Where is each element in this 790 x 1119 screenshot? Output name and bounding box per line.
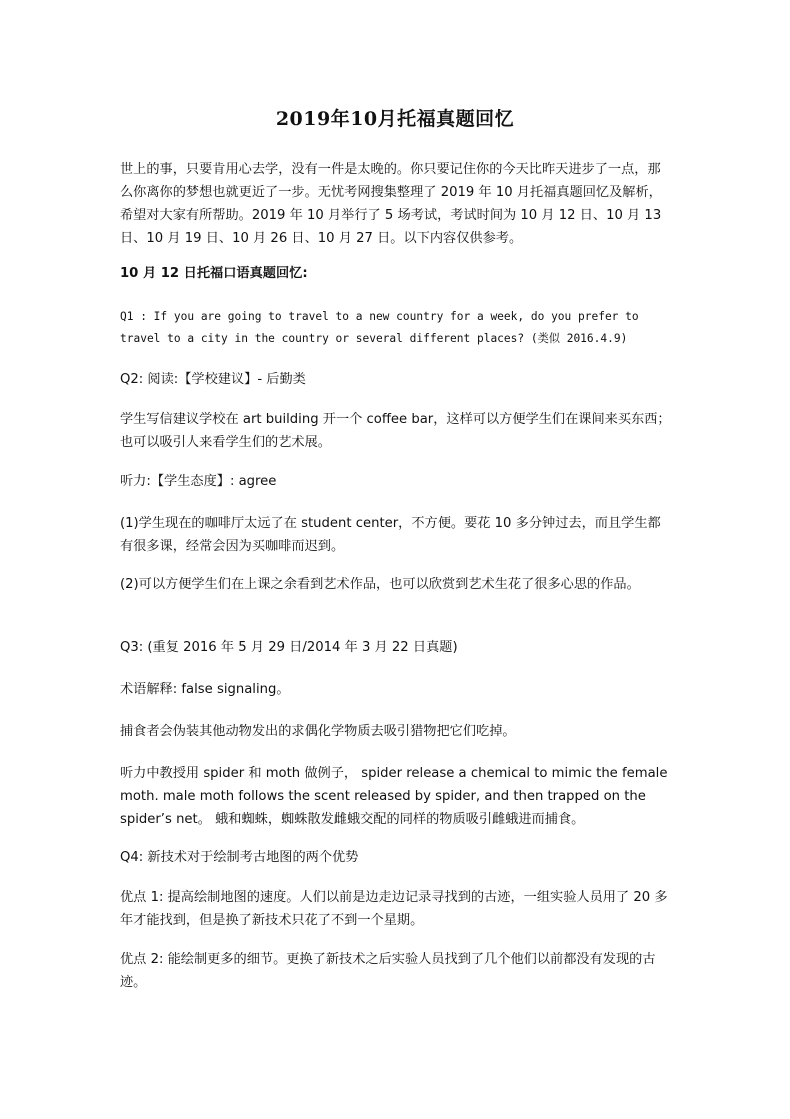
question-3-term: 术语解释: false signaling。 [120, 682, 290, 697]
question-4-advantage-2: 优点 2: 能绘制更多的细节。更换了新技术之后实验人员找到了几个他们以前都没有发现的古迹。 [120, 952, 656, 990]
question-3: Q3: (重复 2016 年 5 月 29 日/2014 年 3 月 22 日真题) [120, 640, 458, 655]
question-2-listening: 听力:【学生态度】: agree [120, 474, 277, 489]
question-3-example: 听力中教授用 spider 和 moth 做例子， spider release a chemical to mimic the female moth. male moth follows the scent released by spider, and then trapped on the spider’s net。 蛾和蜘蛛，蜘蛛散发雌蛾交配的同样的物质吸引雌蛾进而捕食。 [120, 766, 668, 827]
document-title: 2019年10月托福真题回忆 [275, 108, 515, 130]
section-heading: 10 月 12 日托福口语真题回忆: [120, 266, 308, 281]
question-4-advantage-1: 优点 1: 提高绘制地图的速度。人们以前是边走边记录寻找到的古迹，一组实验人员用了 20 多年才能找到，但是换了新技术只花了不到一个星期。 [120, 890, 668, 928]
question-1: Q1 : If you are going to travel to a new country for a week, do you prefer to travel to a city in the country or several different places? (类似 2016.4.9) [120, 310, 639, 345]
question-2-reading: 学生写信建议学校在 art building 开一个 coffee bar，这样可以方便学生们在课间来买东西；也可以吸引人来看学生们的艺术展。 [120, 412, 671, 450]
intro-paragraph: 世上的事，只要肯用心去学，没有一件是太晚的。你只要记住你的今天比昨天进步了一点，那么你离你的梦想也就更近了一步。无忧考网搜集整理了 2019 年 10 月托福真题回忆及解析，希望对大家有所帮助。2019 年 10 月举行了 5 场考试，考试时间为 10 月 12 日、10 月 13 日、10 月 19 日、10 月 26 日、10 月 27 日。以下内容仅供参考。 [120, 162, 662, 246]
question-2-point-1: (1)学生现在的咖啡厅太远了在 student center，不方便。要花 10 多分钟过去，而且学生都有很多课，经常会因为买咖啡而迟到。 [120, 516, 661, 554]
question-2: Q2: 阅读:【学校建议】- 后勤类 [120, 372, 306, 387]
question-3-definition: 捕食者会伪装其他动物发出的求偶化学物质去吸引猎物把它们吃掉。 [120, 724, 516, 739]
question-2-point-2: (2)可以方便学生们在上课之余看到艺术作品，也可以欣赏到艺术生花了很多心思的作品。 [120, 577, 640, 592]
question-4: Q4: 新技术对于绘制考古地图的两个优势 [120, 850, 359, 865]
